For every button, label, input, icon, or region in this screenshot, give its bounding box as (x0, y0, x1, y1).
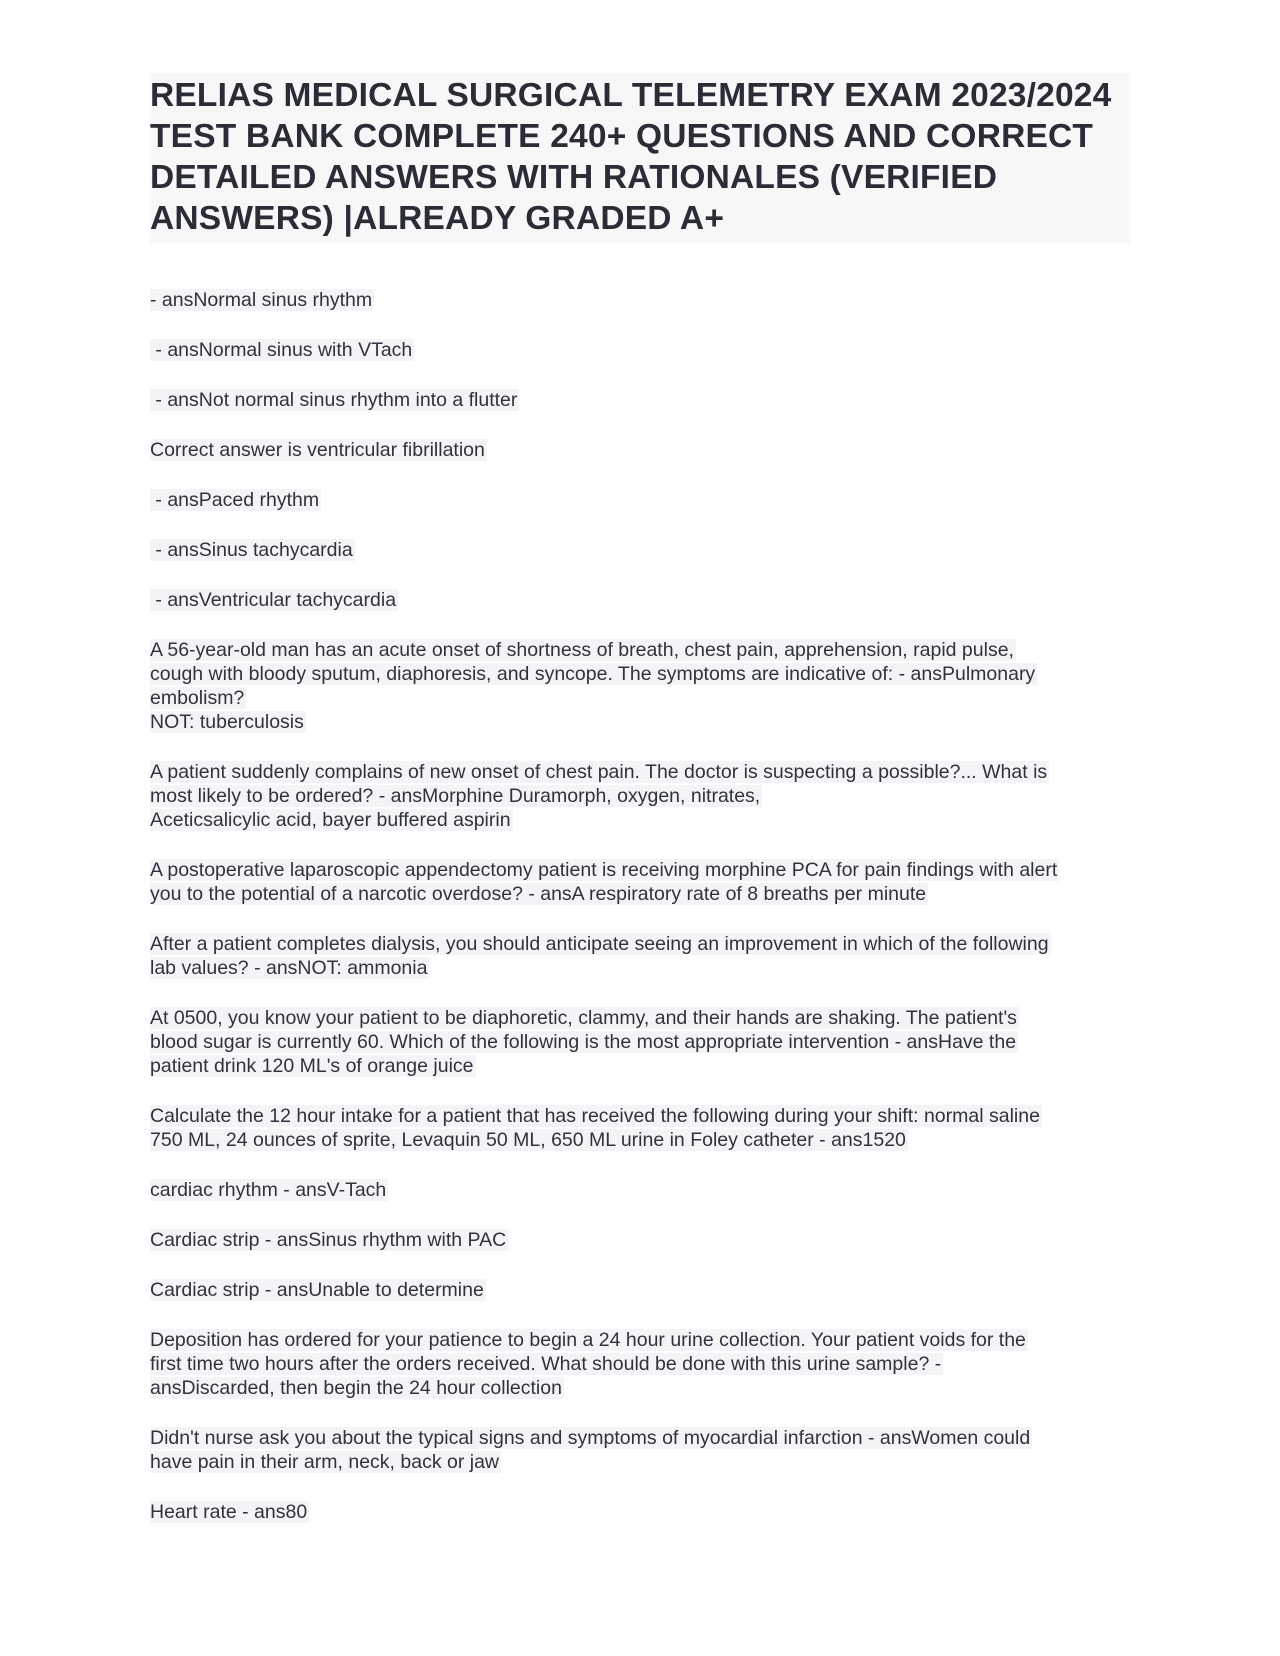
qa-entry-line (150, 1030, 1130, 1054)
qa-entry-text: - ansNormal sinus with VTach (150, 339, 413, 361)
qa-entry-line (150, 932, 1130, 956)
qa-entry-text: patient drink 120 ML's of orange juice (150, 1055, 474, 1077)
qa-entry-text: Didn't nurse ask you about the typical signs and symptoms of myocardial infarction - ansWomen could (150, 1427, 1031, 1449)
qa-entry-line (150, 858, 1130, 882)
qa-entry-line (150, 662, 1130, 686)
qa-entry-line (150, 1328, 1130, 1352)
qa-entry-text: Cardiac strip - ansUnable to determine (150, 1279, 484, 1301)
qa-entry-line (150, 882, 1130, 906)
qa-entry (150, 1500, 1130, 1524)
qa-entry-text: embolism? (150, 687, 245, 709)
qa-entry-line (150, 1352, 1130, 1376)
qa-entry-line (150, 1450, 1130, 1474)
qa-entry-line (150, 686, 1130, 710)
qa-entry-line (150, 956, 1130, 980)
qa-entry-text: - ansSinus tachycardia (150, 539, 353, 561)
qa-entry-text: have pain in their arm, neck, back or jaw (150, 1451, 500, 1473)
qa-entry-text: - ansVentricular tachycardia (150, 589, 397, 611)
qa-entry-text: blood sugar is currently 60. Which of the following is the most appropriate intervention - ansHave the (150, 1031, 1017, 1053)
qa-entry (150, 1278, 1130, 1302)
qa-entry-line (150, 1128, 1130, 1152)
document-page (150, 73, 1130, 1550)
qa-entry-text: At 0500, you know your patient to be diaphoretic, clammy, and their hands are shaking. The patient's (150, 1007, 1017, 1029)
question-answer-list (150, 288, 1130, 1524)
qa-entry (150, 1006, 1130, 1078)
qa-entry-text: NOT: tuberculosis (150, 711, 304, 733)
qa-entry-line (150, 1278, 1130, 1302)
qa-entry-text: ansDiscarded, then begin the 24 hour collection (150, 1377, 562, 1399)
qa-entry-line (150, 760, 1130, 784)
qa-entry-text: Calculate the 12 hour intake for a patient that has received the following during your shift: normal saline (150, 1105, 1040, 1127)
document-title: RELIAS MEDICAL SURGICAL TELEMETRY EXAM 2023/2024 TEST BANK COMPLETE 240+ QUESTIONS AND CORRECT DETAILED ANSWERS WITH RATIONALES (VERIFIED ANSWERS) |ALREADY GRADED A+ (150, 73, 1130, 243)
qa-entry (150, 760, 1130, 832)
qa-entry-line (150, 1006, 1130, 1030)
qa-entry (150, 638, 1130, 734)
qa-entry-line (150, 1376, 1130, 1400)
qa-entry-text: Correct answer is ventricular fibrillation (150, 439, 485, 461)
qa-entry-line (150, 710, 1130, 734)
qa-entry (150, 1104, 1130, 1152)
qa-entry (150, 438, 1130, 462)
qa-entry (150, 1228, 1130, 1252)
qa-entry-text: Aceticsalicylic acid, bayer buffered aspirin (150, 809, 511, 831)
qa-entry-text: cardiac rhythm - ansV-Tach (150, 1179, 387, 1201)
qa-entry-text: 750 ML, 24 ounces of sprite, Levaquin 50 ML, 650 ML urine in Foley catheter - ans1520 (150, 1129, 906, 1151)
qa-entry-line (150, 638, 1130, 662)
qa-entry-text: cough with bloody sputum, diaphoresis, and syncope. The symptoms are indicative of: - ansPulmonary (150, 663, 1036, 685)
qa-entry-text: Deposition has ordered for your patience to begin a 24 hour urine collection. Your patient voids for the (150, 1329, 1026, 1351)
qa-entry (150, 488, 1130, 512)
qa-entry (150, 288, 1130, 312)
qa-entry (150, 1178, 1130, 1202)
qa-entry-line (150, 488, 1130, 512)
qa-entry (150, 1426, 1130, 1474)
qa-entry-line (150, 808, 1130, 832)
qa-entry-text: lab values? - ansNOT: ammonia (150, 957, 428, 979)
qa-entry-line (150, 1054, 1130, 1078)
qa-entry-line (150, 1426, 1130, 1450)
qa-entry-text: A postoperative laparoscopic appendectomy patient is receiving morphine PCA for pain findings with alert (150, 859, 1058, 881)
qa-entry (150, 932, 1130, 980)
qa-entry-line (150, 538, 1130, 562)
qa-entry-line (150, 588, 1130, 612)
qa-entry-line (150, 288, 1130, 312)
qa-entry-text: A patient suddenly complains of new onset of chest pain. The doctor is suspecting a possible?... What is (150, 761, 1048, 783)
qa-entry (150, 538, 1130, 562)
qa-entry-text: you to the potential of a narcotic overdose? - ansA respiratory rate of 8 breaths per minute (150, 883, 927, 905)
qa-entry-line (150, 784, 1130, 808)
qa-entry-line (150, 338, 1130, 362)
qa-entry-text: Cardiac strip - ansSinus rhythm with PAC (150, 1229, 507, 1251)
qa-entry-line (150, 1104, 1130, 1128)
qa-entry (150, 1328, 1130, 1400)
qa-entry-line (150, 388, 1130, 412)
qa-entry-line (150, 1500, 1130, 1524)
qa-entry-line (150, 438, 1130, 462)
qa-entry-line (150, 1178, 1130, 1202)
qa-entry-text: - ansNormal sinus rhythm (150, 289, 373, 311)
qa-entry (150, 388, 1130, 412)
qa-entry-text: - ansNot normal sinus rhythm into a flutter (150, 389, 518, 411)
qa-entry-text: Heart rate - ans80 (150, 1501, 308, 1523)
qa-entry-text: - ansPaced rhythm (150, 489, 320, 511)
qa-entry (150, 338, 1130, 362)
qa-entry-text: After a patient completes dialysis, you should anticipate seeing an improvement in which of the following (150, 933, 1049, 955)
qa-entry-text: most likely to be ordered? - ansMorphine Duramorph, oxygen, nitrates, (150, 785, 761, 807)
qa-entry (150, 858, 1130, 906)
qa-entry-line (150, 1228, 1130, 1252)
qa-entry-text: A 56-year-old man has an acute onset of shortness of breath, chest pain, apprehension, rapid pulse, (150, 639, 1014, 661)
qa-entry (150, 588, 1130, 612)
qa-entry-text: first time two hours after the orders received. What should be done with this urine sample? - (150, 1353, 942, 1375)
